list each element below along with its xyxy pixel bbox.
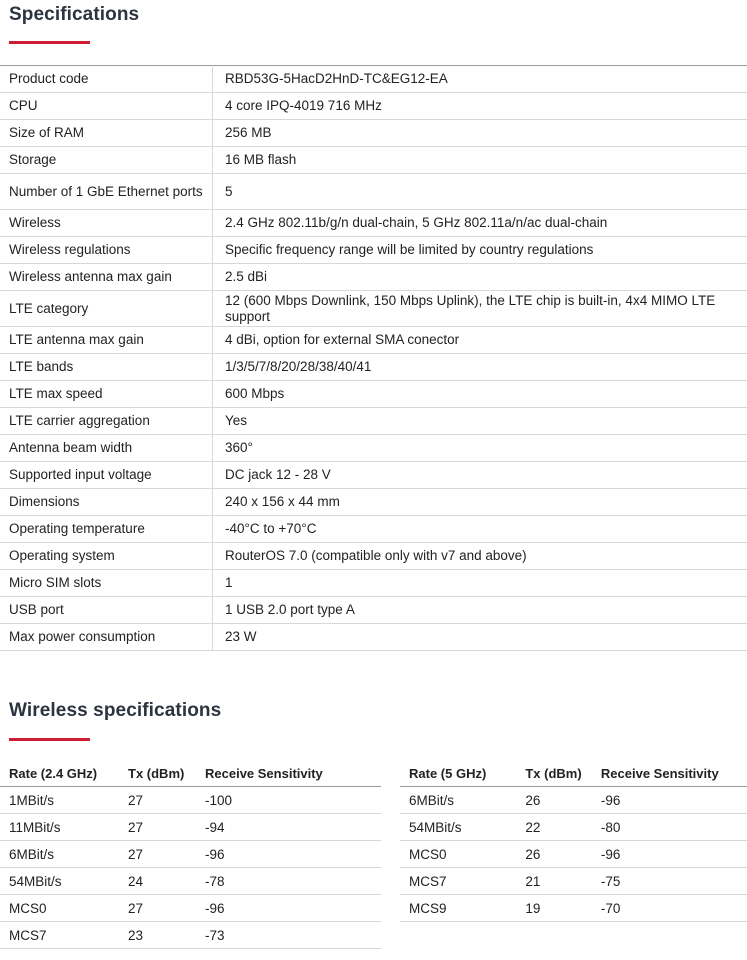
rate-row xyxy=(0,814,381,841)
spec-value: DC jack 12 - 28 V xyxy=(213,462,747,489)
spec-row xyxy=(0,174,747,210)
rate-row xyxy=(400,841,747,868)
rate-row xyxy=(0,841,381,868)
spec-label: LTE bands xyxy=(0,354,213,381)
spec-value: 23 W xyxy=(213,624,747,651)
header-tx: Tx (dBm) xyxy=(119,760,196,787)
spec-value: 5 xyxy=(213,174,747,210)
rate-cell: 54MBit/s xyxy=(0,868,119,895)
sensitivity-cell: -94 xyxy=(196,814,381,841)
tx-cell: 26 xyxy=(516,841,592,868)
rate-cell: MCS7 xyxy=(0,922,119,949)
tx-cell: 22 xyxy=(516,814,592,841)
rate-row xyxy=(0,895,381,922)
spec-label: CPU xyxy=(0,93,213,120)
spec-label: LTE max speed xyxy=(0,381,213,408)
rate-row xyxy=(400,787,747,814)
spec-value: 12 (600 Mbps Downlink, 150 Mbps Uplink), the LTE chip is built-in, 4x4 MIMO LTE support xyxy=(213,291,747,327)
sensitivity-cell: -78 xyxy=(196,868,381,895)
tx-cell: 19 xyxy=(516,895,592,922)
spec-value: -40°C to +70°C xyxy=(213,516,747,543)
sensitivity-cell: -96 xyxy=(196,841,381,868)
spec-row xyxy=(0,93,747,120)
rate-row xyxy=(400,814,747,841)
spec-row xyxy=(0,381,747,408)
rate-cell: 6MBit/s xyxy=(400,787,516,814)
spec-label: Wireless antenna max gain xyxy=(0,264,213,291)
rate-row xyxy=(0,868,381,895)
wireless-title-underline xyxy=(9,738,90,741)
spec-row xyxy=(0,516,747,543)
spec-row xyxy=(0,120,747,147)
spec-label: Supported input voltage xyxy=(0,462,213,489)
spec-label: Antenna beam width xyxy=(0,435,213,462)
rate-cell: 6MBit/s xyxy=(0,841,119,868)
spec-label: Micro SIM slots xyxy=(0,570,213,597)
sensitivity-cell: -96 xyxy=(196,895,381,922)
rate-row xyxy=(0,922,381,949)
spec-row xyxy=(0,408,747,435)
spec-value: 2.5 dBi xyxy=(213,264,747,291)
tx-cell: 27 xyxy=(119,895,196,922)
spec-value: 2.4 GHz 802.11b/g/n dual-chain, 5 GHz 802.11a/n/ac dual-chain xyxy=(213,210,747,237)
rate-cell: MCS7 xyxy=(400,868,516,895)
spec-label: Wireless xyxy=(0,210,213,237)
spec-label: Product code xyxy=(0,66,213,93)
wireless-24ghz-table xyxy=(0,760,381,949)
sensitivity-cell: -96 xyxy=(592,787,747,814)
tx-cell: 27 xyxy=(119,814,196,841)
rate-cell: 54MBit/s xyxy=(400,814,516,841)
spec-row xyxy=(0,66,747,93)
tx-cell: 26 xyxy=(516,787,592,814)
tx-cell: 27 xyxy=(119,841,196,868)
specifications-title: Specifications xyxy=(9,4,140,25)
rate-cell: 1MBit/s xyxy=(0,787,119,814)
tx-cell: 23 xyxy=(119,922,196,949)
spec-row xyxy=(0,147,747,174)
spec-row xyxy=(0,210,747,237)
spec-label: LTE category xyxy=(0,291,213,327)
table-header-row xyxy=(400,760,747,787)
spec-label: Operating temperature xyxy=(0,516,213,543)
rate-cell: MCS0 xyxy=(400,841,516,868)
spec-label: Size of RAM xyxy=(0,120,213,147)
header-receive-sensitivity: Receive Sensitivity xyxy=(592,760,747,787)
spec-value: 1 xyxy=(213,570,747,597)
spec-label: LTE carrier aggregation xyxy=(0,408,213,435)
spec-row xyxy=(0,354,747,381)
rate-cell: MCS0 xyxy=(0,895,119,922)
rate-cell: 11MBit/s xyxy=(0,814,119,841)
spec-value: RBD53G-5HacD2HnD-TC&EG12-EA xyxy=(213,66,747,93)
wireless-specifications-title: Wireless specifications xyxy=(9,700,222,721)
spec-row xyxy=(0,291,747,327)
spec-label: Operating system xyxy=(0,543,213,570)
spec-row xyxy=(0,435,747,462)
sensitivity-cell: -75 xyxy=(592,868,747,895)
header-receive-sensitivity: Receive Sensitivity xyxy=(196,760,381,787)
spec-row xyxy=(0,597,747,624)
sensitivity-cell: -80 xyxy=(592,814,747,841)
spec-value: Yes xyxy=(213,408,747,435)
rate-cell: MCS9 xyxy=(400,895,516,922)
wireless-5ghz-table xyxy=(400,760,747,922)
rate-row xyxy=(400,868,747,895)
spec-value: 240 x 156 x 44 mm xyxy=(213,489,747,516)
table-header-row xyxy=(0,760,381,787)
spec-value: Specific frequency range will be limited by country regulations xyxy=(213,237,747,264)
sensitivity-cell: -73 xyxy=(196,922,381,949)
tx-cell: 27 xyxy=(119,787,196,814)
rate-row xyxy=(0,787,381,814)
spec-label: Storage xyxy=(0,147,213,174)
spec-row xyxy=(0,489,747,516)
spec-value: 4 core IPQ-4019 716 MHz xyxy=(213,93,747,120)
header-tx: Tx (dBm) xyxy=(516,760,592,787)
spec-row xyxy=(0,264,747,291)
spec-label: Wireless regulations xyxy=(0,237,213,264)
specifications-title-underline xyxy=(9,41,90,44)
spec-label: Number of 1 GbE Ethernet ports xyxy=(0,174,213,210)
spec-row xyxy=(0,624,747,651)
spec-value: 256 MB xyxy=(213,120,747,147)
spec-row xyxy=(0,543,747,570)
sensitivity-cell: -70 xyxy=(592,895,747,922)
sensitivity-cell: -100 xyxy=(196,787,381,814)
tx-cell: 24 xyxy=(119,868,196,895)
spec-row xyxy=(0,570,747,597)
spec-value: 600 Mbps xyxy=(213,381,747,408)
spec-row xyxy=(0,462,747,489)
spec-value: 16 MB flash xyxy=(213,147,747,174)
spec-label: Dimensions xyxy=(0,489,213,516)
rate-row xyxy=(400,895,747,922)
spec-value: 360° xyxy=(213,435,747,462)
tx-cell: 21 xyxy=(516,868,592,895)
spec-value: 4 dBi, option for external SMA conector xyxy=(213,327,747,354)
header-rate: Rate (2.4 GHz) xyxy=(0,760,119,787)
spec-label: USB port xyxy=(0,597,213,624)
spec-label: LTE antenna max gain xyxy=(0,327,213,354)
spec-label: Max power consumption xyxy=(0,624,213,651)
header-rate: Rate (5 GHz) xyxy=(400,760,516,787)
spec-value: 1/3/5/7/8/20/28/38/40/41 xyxy=(213,354,747,381)
spec-row xyxy=(0,327,747,354)
spec-value: RouterOS 7.0 (compatible only with v7 and above) xyxy=(213,543,747,570)
sensitivity-cell: -96 xyxy=(592,841,747,868)
spec-row xyxy=(0,237,747,264)
specifications-table xyxy=(0,65,747,651)
spec-value: 1 USB 2.0 port type A xyxy=(213,597,747,624)
